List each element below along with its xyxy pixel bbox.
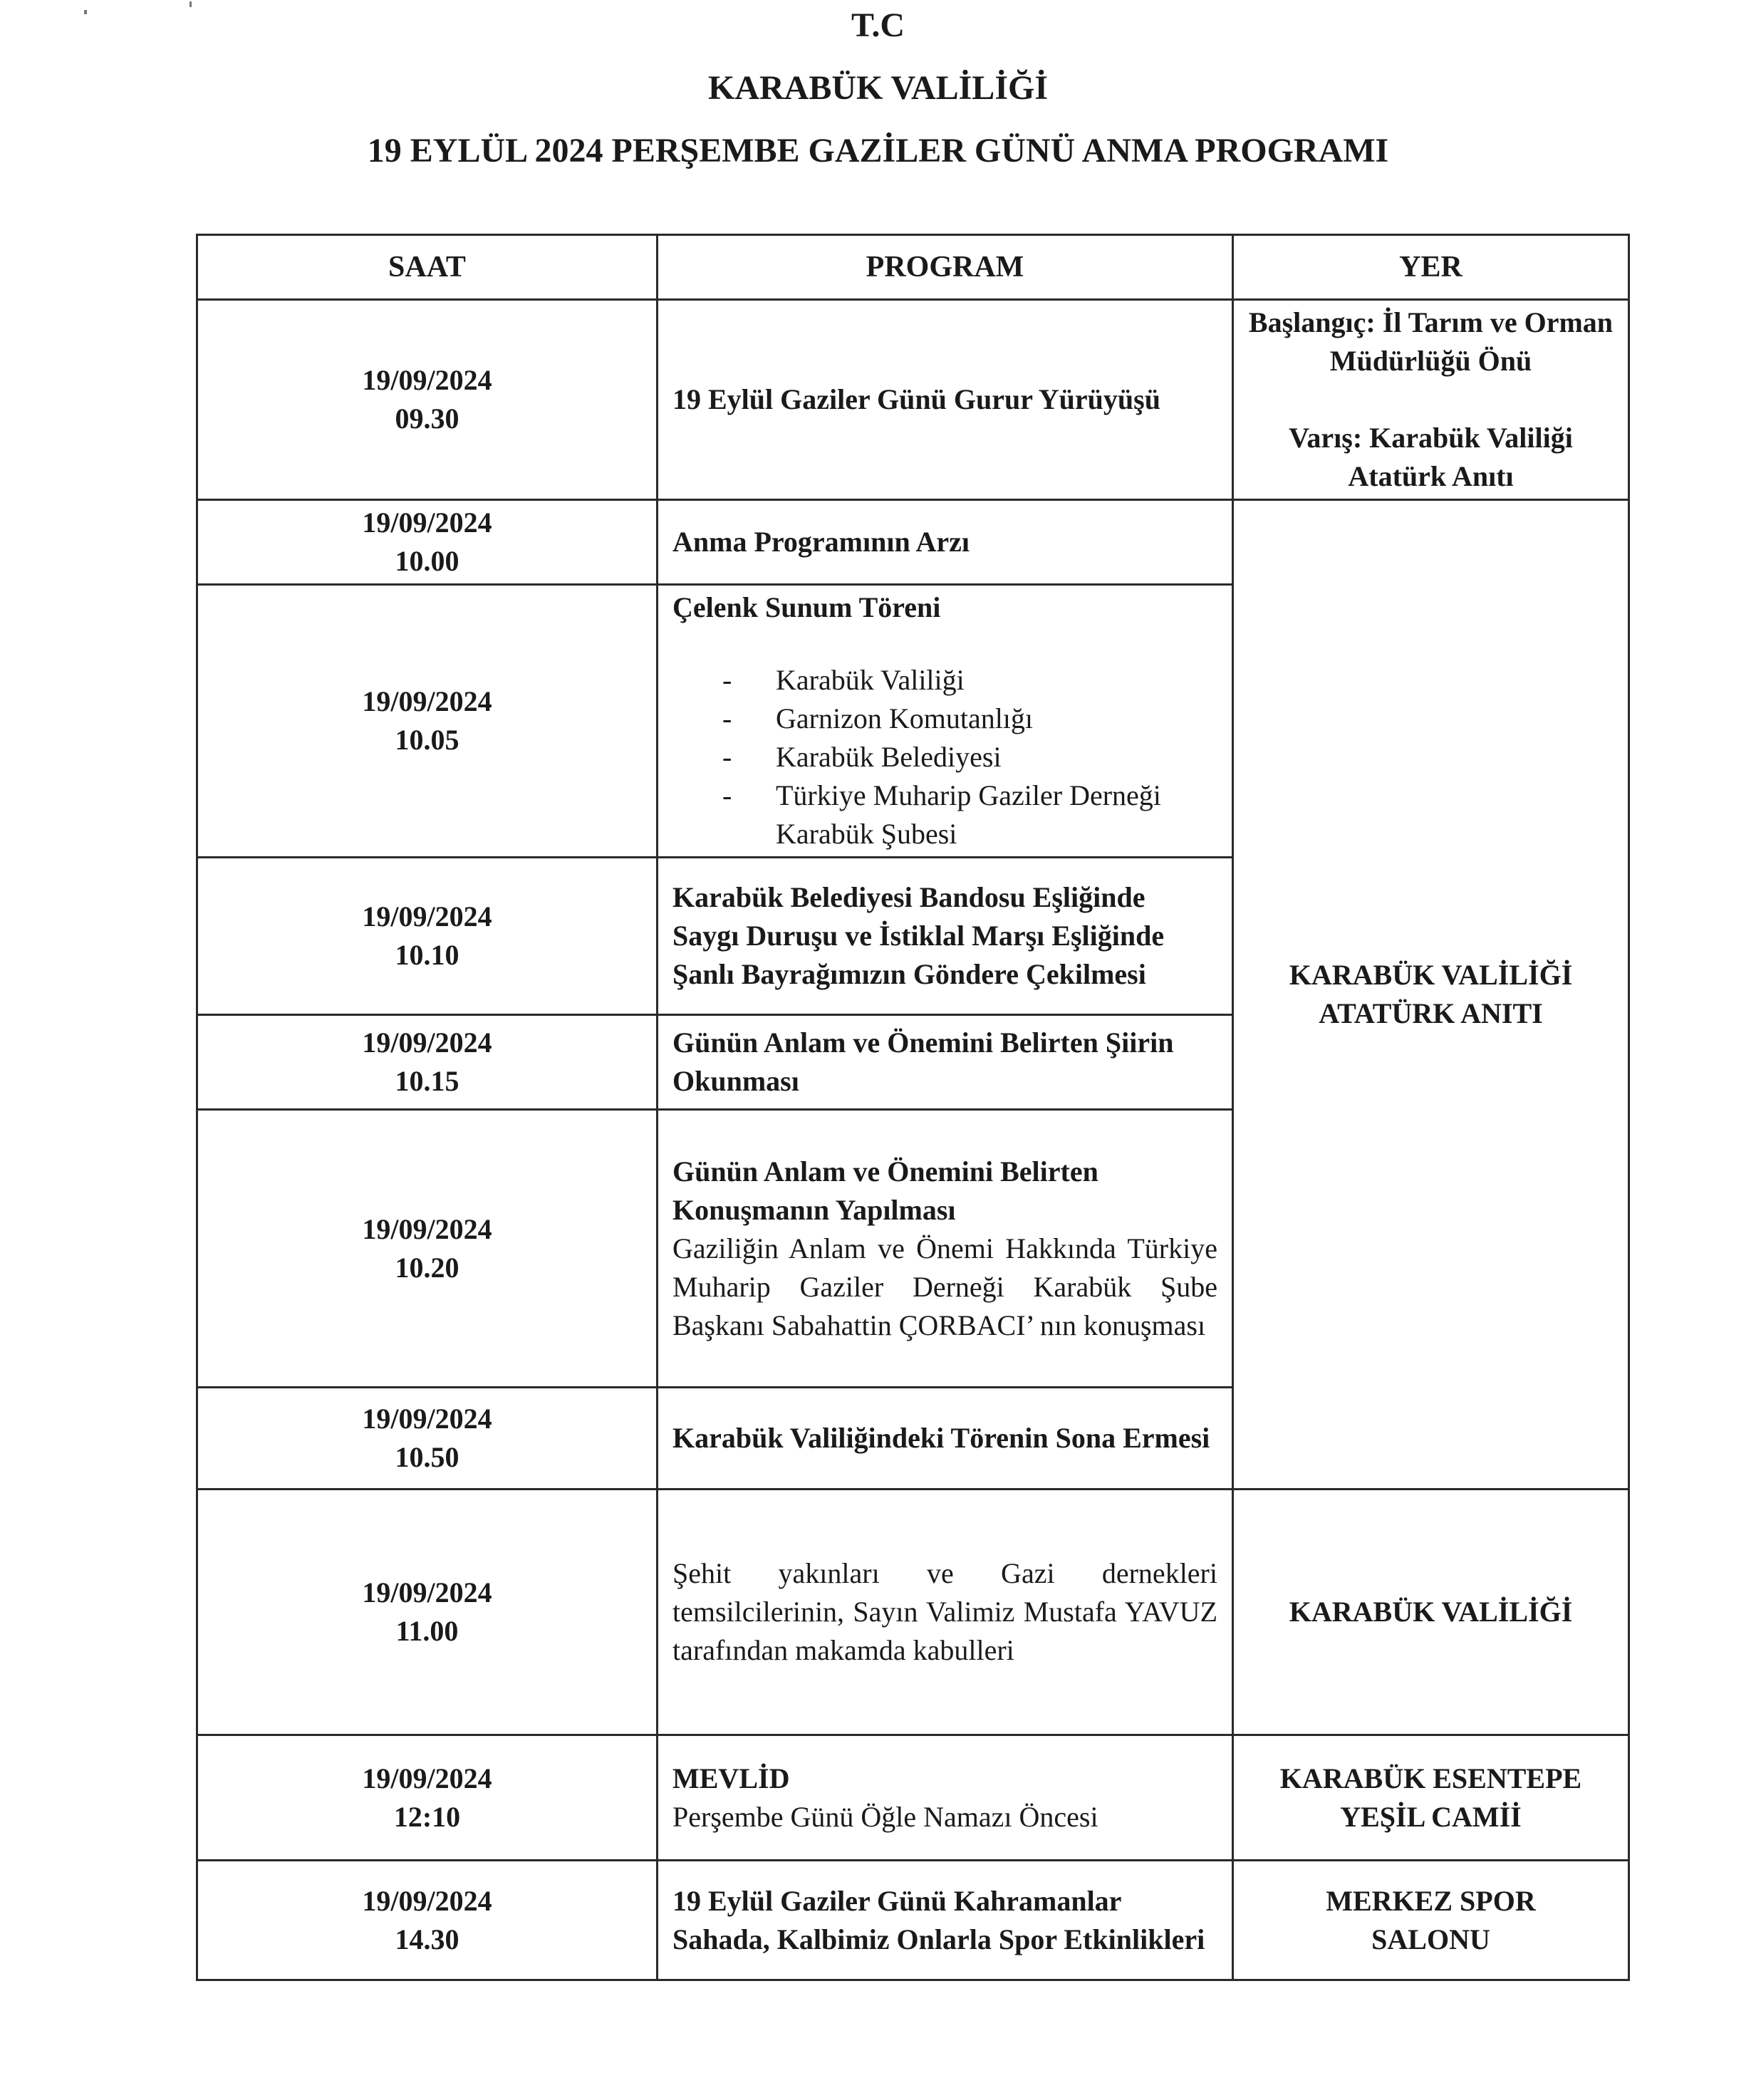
table-header-row — [197, 235, 1629, 300]
time-text: 11.00 — [395, 1615, 459, 1647]
wreath-list — [672, 661, 1217, 853]
list-item: - Karabük Valiliği — [722, 661, 1217, 700]
table-row — [197, 300, 1629, 500]
time-cell — [197, 300, 658, 500]
program-cell — [658, 1861, 1233, 1980]
location-cell — [1233, 1490, 1629, 1735]
program-title: 19 Eylül Gaziler Günü Gurur Yürüyüşü — [672, 383, 1160, 415]
list-item: - Karabük Belediyesi — [722, 738, 1217, 776]
time-text: 10.05 — [395, 724, 459, 756]
program-detail: Perşembe Günü Öğle Namazı Öncesi — [672, 1800, 1098, 1833]
program-title: Günün Anlam ve Önemini Belirten Konuşmanın Yapılması — [672, 1155, 1098, 1226]
time-cell — [197, 1490, 658, 1735]
program-cell — [658, 1015, 1233, 1110]
program-title: Karabük Belediyesi Bandosu Eşliğinde Saygı Duruşu ve İstiklal Marşı Eşliğinde Şanlı Bayrağımızın Göndere Çekilmesi — [672, 881, 1165, 990]
location-cell — [1233, 1735, 1629, 1861]
date-text: 19/09/2024 — [362, 1884, 492, 1917]
date-text: 19/09/2024 — [362, 1026, 492, 1059]
document-title: 19 EYLÜL 2024 PERŞEMBE GAZİLER GÜNÜ ANMA PROGRAMI — [367, 132, 1389, 170]
date-text: 19/09/2024 — [362, 1212, 492, 1245]
document-header-line1: T.C — [851, 6, 905, 44]
time-text: 10.15 — [395, 1065, 459, 1097]
time-text: 10.10 — [395, 939, 459, 971]
column-header-yer: YER — [1233, 235, 1629, 300]
program-cell — [658, 300, 1233, 500]
date-text: 19/09/2024 — [362, 364, 492, 396]
time-text: 10.50 — [395, 1441, 459, 1473]
program-cell — [658, 1735, 1233, 1861]
location-text: KARABÜK VALİLİĞİ — [1289, 1596, 1573, 1628]
program-title: MEVLİD — [672, 1762, 790, 1794]
program-detail: Şehit yakınları ve Gazi dernekleri temsilcilerinin, Sayın Valimiz Mustafa YAVUZ tarafından makamda kabulleri — [672, 1557, 1217, 1666]
column-header-saat: SAAT — [197, 235, 658, 300]
time-cell — [197, 1388, 658, 1490]
time-cell — [197, 1015, 658, 1110]
program-cell — [658, 1110, 1233, 1388]
location-line: KARABÜK VALİLİĞİ — [1289, 959, 1573, 991]
time-cell — [197, 1735, 658, 1861]
program-table — [196, 234, 1630, 1981]
date-text: 19/09/2024 — [362, 1762, 492, 1794]
program-title: Çelenk Sunum Töreni — [672, 591, 941, 623]
date-text: 19/09/2024 — [362, 900, 492, 932]
table-row — [197, 500, 1629, 585]
program-cell — [658, 1388, 1233, 1490]
list-item: - Garnizon Komutanlığı — [722, 700, 1217, 738]
program-cell — [658, 585, 1233, 858]
program-detail: Gaziliğin Anlam ve Önemi Hakkında Türkiye Muharip Gaziler Derneği Karabük Şube Başkanı Sabahattin ÇORBACI’ nın konuşması — [672, 1232, 1217, 1341]
time-text: 10.00 — [395, 545, 459, 577]
location-text: MERKEZ SPOR SALONU — [1326, 1884, 1536, 1955]
time-cell — [197, 1861, 658, 1980]
program-cell — [658, 858, 1233, 1015]
location-line: ATATÜRK ANITI — [1319, 997, 1543, 1029]
time-cell — [197, 858, 658, 1015]
time-cell — [197, 500, 658, 585]
location-text: KARABÜK ESENTEPE YEŞİL CAMİİ — [1279, 1762, 1582, 1833]
location-cell — [1233, 300, 1629, 500]
date-text: 19/09/2024 — [362, 685, 492, 717]
column-header-program: PROGRAM — [658, 235, 1233, 300]
date-text: 19/09/2024 — [362, 1403, 492, 1435]
location-cell — [1233, 1861, 1629, 1980]
location-end: Varış: Karabük Valiliği Atatürk Anıtı — [1289, 422, 1573, 492]
program-cell — [658, 1490, 1233, 1735]
program-title: Günün Anlam ve Önemini Belirten Şiirin Okunması — [672, 1026, 1174, 1097]
time-text: 10.20 — [395, 1251, 459, 1284]
time-text: 14.30 — [395, 1923, 459, 1955]
time-text: 12:10 — [393, 1800, 461, 1833]
date-text: 19/09/2024 — [362, 506, 492, 539]
table-row — [197, 1861, 1629, 1980]
table-row — [197, 1490, 1629, 1735]
program-title: Anma Programının Arzı — [672, 526, 970, 558]
document-header-line2: KARABÜK VALİLİĞİ — [707, 69, 1049, 107]
program-title: 19 Eylül Gaziler Günü Kahramanlar Sahada, Kalbimiz Onlarla Spor Etkinlikleri — [672, 1884, 1205, 1955]
program-cell — [658, 500, 1233, 585]
time-cell — [197, 585, 658, 858]
list-item: - Türkiye Muharip Gaziler Derneği Karabük Şubesi — [722, 776, 1217, 853]
location-start: Başlangıç: İl Tarım ve Orman Müdürlüğü Önü — [1248, 306, 1614, 377]
time-text: 09.30 — [395, 402, 459, 435]
program-title: Karabük Valiliğindeki Törenin Sona Ermesi — [672, 1422, 1210, 1454]
table-row — [197, 1735, 1629, 1861]
time-cell — [197, 1110, 658, 1388]
date-text: 19/09/2024 — [362, 1576, 492, 1608]
location-cell-merged — [1233, 500, 1629, 1490]
